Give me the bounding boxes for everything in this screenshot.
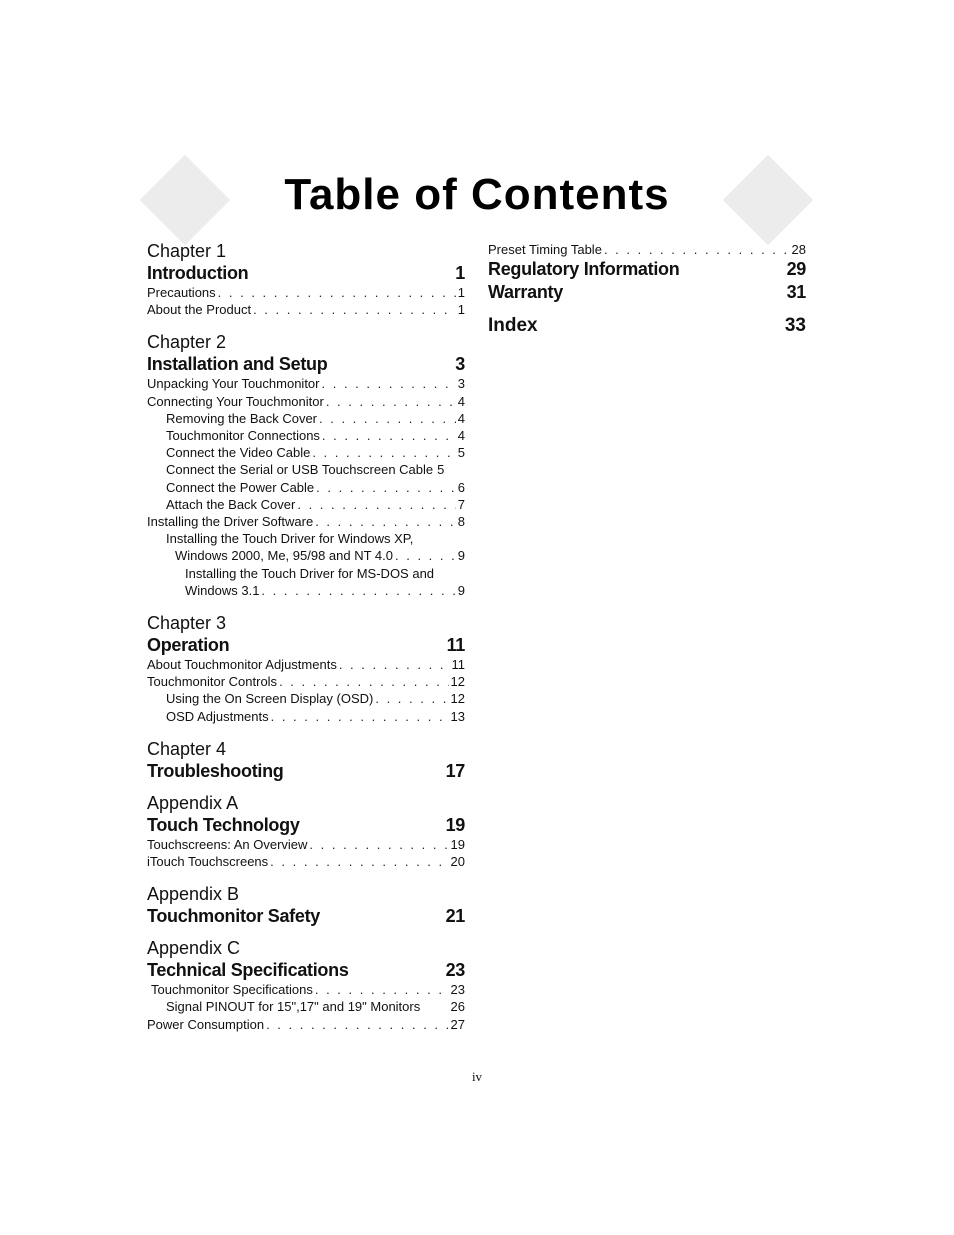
appendix-label: Appendix C — [147, 938, 241, 959]
toc-entry[interactable]: iTouch Touchscreens . . . 20 — [147, 853, 465, 870]
appendix-title[interactable] — [147, 814, 465, 836]
toc-entry[interactable]: Attach the Back Cover . . . 7 — [147, 496, 465, 513]
toc-entry[interactable]: Connect the Video Cable . . . 5 — [147, 444, 465, 461]
toc-entry[interactable]: Removing the Back Cover . . . 4 — [147, 410, 465, 427]
appendix-title[interactable] — [147, 959, 465, 981]
page-number: iv — [471, 1069, 483, 1084]
appendix-title[interactable] — [147, 905, 465, 927]
chapter-label: Chapter 2 — [147, 332, 227, 353]
toc-appendix-b — [147, 884, 465, 927]
chapter-title[interactable] — [147, 353, 465, 375]
toc-entry[interactable]: Touchmonitor Controls . . . 12 — [147, 673, 465, 690]
appendix-label: Appendix A — [147, 792, 239, 813]
toc-appendix-a — [147, 793, 465, 870]
chapter-page: 17 — [445, 760, 465, 781]
toc-entry[interactable]: Preset Timing Table . . . 28 — [488, 241, 806, 258]
toc-entry[interactable]: Connecting Your Touchmonitor . . . 4 — [147, 393, 465, 410]
chapter-title-text: Troubleshooting — [147, 760, 284, 781]
toc-entry[interactable]: Installing the Touch Driver for MS-DOS and — [185, 565, 435, 581]
toc-entry[interactable]: Installing the Driver Software . . . 8 — [147, 513, 465, 530]
toc-entry[interactable]: Touchscreens: An Overview . . . 19 — [147, 836, 465, 853]
toc-chapter-3 — [147, 613, 465, 725]
page-title: Table of Contents — [284, 170, 670, 219]
chapter-title[interactable] — [147, 634, 465, 656]
toc-entry[interactable]: Precautions . . . 1 — [147, 284, 465, 301]
toc-warranty[interactable]: Warranty 31 — [488, 282, 806, 302]
appendix-title-text: Touch Technology — [147, 814, 300, 835]
appendix-label: Appendix B — [147, 884, 240, 905]
chapter-title-text: Introduction — [147, 263, 249, 283]
toc-entry[interactable]: Touchmonitor Connections . . . 4 — [147, 427, 465, 444]
chapter-page: 11 — [446, 635, 465, 656]
chapter-title-text: Operation — [147, 635, 230, 656]
chapter-label: Chapter 3 — [147, 613, 227, 634]
appendix-page: 23 — [445, 960, 465, 981]
appendix-page: 21 — [445, 906, 465, 927]
toc-right-column — [488, 241, 806, 338]
toc-entry[interactable]: Connect the Power Cable . . . 6 — [147, 479, 465, 496]
toc-entry[interactable]: Windows 3.1 . . . 9 — [147, 582, 465, 599]
chapter-title[interactable] — [147, 760, 465, 782]
toc-index[interactable]: Index 33 — [488, 315, 806, 336]
appendix-title-text: Touchmonitor Safety — [147, 906, 320, 927]
toc-entry[interactable]: Power Consumption . . . 27 — [147, 1016, 465, 1033]
toc-regulatory-information[interactable]: Regulatory Information 29 — [488, 259, 806, 279]
toc-entry[interactable]: Using the On Screen Display (OSD) . . . 12 — [147, 690, 465, 707]
chapter-label: Chapter 1 — [147, 241, 227, 261]
toc-entry[interactable]: Installing the Touch Driver for Windows XP, — [166, 531, 414, 547]
toc-chapter-4 — [147, 739, 465, 782]
toc-chapter-1 — [147, 241, 465, 318]
toc-entry[interactable]: Windows 2000, Me, 95/98 and NT 4.0 . . . 9 — [147, 547, 465, 564]
chapter-title[interactable] — [147, 262, 465, 284]
chapter-label: Chapter 4 — [147, 738, 227, 759]
toc-entry[interactable]: Unpacking Your Touchmonitor . . . 3 — [147, 375, 465, 392]
toc-appendix-c — [147, 938, 465, 1033]
toc-entry[interactable]: OSD Adjustments . . . 13 — [147, 708, 465, 725]
appendix-title-text: Technical Specifications — [147, 960, 349, 981]
toc-entry[interactable]: Signal PINOUT for 15",17" and 19" Monitors 26 — [166, 999, 465, 1015]
toc-entry[interactable]: About Touchmonitor Adjustments . . . 11 — [147, 656, 465, 673]
chapter-page: 3 — [455, 354, 465, 375]
toc-entry[interactable]: Touchmonitor Specifications . . . 23 — [147, 981, 465, 998]
toc-entry[interactable]: Connect the Serial or USB Touchscreen Cable 5 — [166, 462, 445, 478]
chapter-page: 1 — [455, 263, 465, 283]
toc-entry[interactable]: About the Product . . . 1 — [147, 301, 465, 318]
toc-left-column — [147, 241, 465, 1047]
appendix-page: 19 — [445, 814, 465, 835]
chapter-title-text: Installation and Setup — [147, 354, 328, 375]
toc-chapter-2 — [147, 332, 465, 599]
